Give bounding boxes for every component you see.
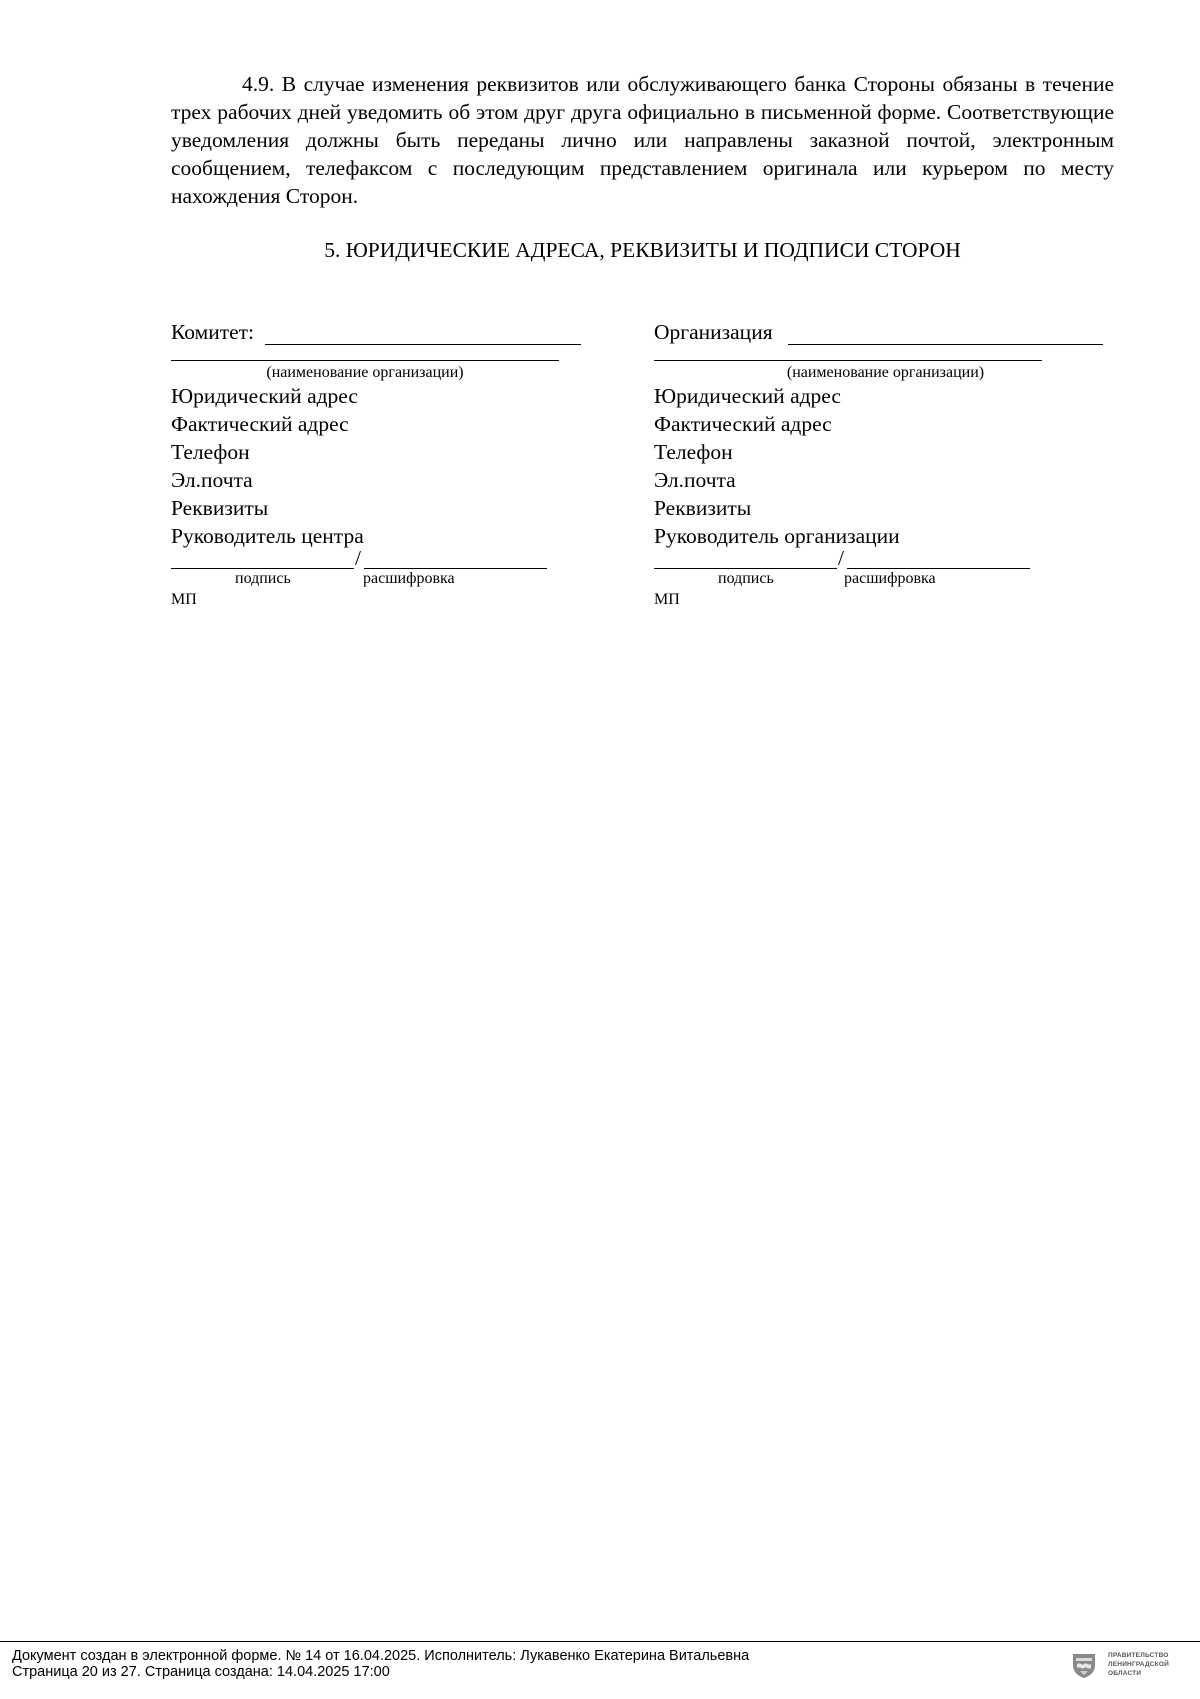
organization-field-phone: Телефон: [654, 440, 733, 464]
organization-signature-caption: подпись: [718, 570, 774, 587]
organization-head-row: [654, 318, 1114, 346]
coat-of-arms-icon: [1070, 1651, 1098, 1679]
committee-field-email: Эл.почта: [171, 468, 253, 492]
footer-line-document: Документ создан в электронной форме. № 14 от 16.04.2025. Исполнитель: Лукавенко Екатерина Витальевна: [12, 1648, 750, 1664]
brand-text: [1108, 1651, 1192, 1678]
section-title: 5. ЮРИДИЧЕСКИЕ АДРЕСА, РЕКВИЗИТЫ И ПОДПИСИ СТОРОН: [324, 238, 961, 262]
committee-field-actual-address: Фактический адрес: [171, 412, 349, 436]
committee-field-requisites: Реквизиты: [171, 496, 269, 520]
organization-field-legal-address: Юридический адрес: [654, 384, 841, 408]
committee-sign-slash: /: [355, 546, 361, 570]
organization-label-line: [788, 344, 1103, 345]
party-committee: [171, 318, 631, 610]
document-footer: [0, 1641, 1200, 1699]
committee-sign-captions: [171, 570, 631, 588]
committee-label: Комитет:: [171, 320, 255, 344]
organization-signature-line: [654, 568, 837, 569]
organization-decoding-line: [847, 568, 1030, 569]
brand-line-2: ЛЕНИНГРАДСКОЙ: [1108, 1661, 1169, 1668]
paragraph-4-9: 4.9. В случае изменения реквизитов или обслуживающего банка Стороны обязаны в течение трех рабочих дней уведомить об этом друг друга официально в письменной форме. Соответствующие уведомления должны быть переданы лично или направлены заказной почтой, электронным сообщением, телефаксом с последующим представлением оригинала или курьером по месту нахождения Сторон.: [171, 72, 1114, 208]
organization-field-email: Эл.почта: [654, 468, 736, 492]
organization-name-caption: (наименование организации): [786, 364, 985, 381]
committee-field-phone: Телефон: [171, 440, 250, 464]
committee-name-line: [171, 360, 559, 361]
committee-name-caption: (наименование организации): [266, 364, 464, 381]
committee-field-head: Руководитель центра: [171, 524, 364, 548]
footer-brand: [1070, 1650, 1195, 1682]
party-organization: [654, 318, 1114, 610]
brand-line-3: ОБЛАСТИ: [1108, 1670, 1142, 1677]
committee-stamp: МП: [171, 591, 197, 608]
organization-sign-captions: [654, 570, 1114, 588]
committee-decoding-caption: расшифровка: [363, 570, 455, 587]
committee-field-legal-address: Юридический адрес: [171, 384, 358, 408]
committee-label-line: [265, 344, 581, 345]
committee-head-row: [171, 318, 631, 346]
organization-field-head: Руководитель организации: [654, 524, 900, 548]
organization-label: Организация: [654, 320, 773, 344]
organization-name-line: [654, 360, 1042, 361]
organization-sign-row: [654, 546, 1114, 570]
brand-line-1: ПРАВИТЕЛЬСТВО: [1108, 1652, 1169, 1659]
committee-decoding-line: [364, 568, 547, 569]
organization-field-requisites: Реквизиты: [654, 496, 752, 520]
organization-sign-slash: /: [838, 546, 844, 570]
footer-text: [12, 1648, 749, 1680]
organization-stamp: МП: [654, 591, 680, 608]
footer-line-page: Страница 20 из 27. Страница создана: 14.04.2025 17:00: [12, 1664, 390, 1680]
committee-signature-line: [171, 568, 354, 569]
organization-decoding-caption: расшифровка: [844, 570, 936, 587]
committee-signature-caption: подпись: [235, 570, 291, 587]
committee-sign-row: [171, 546, 631, 570]
organization-field-actual-address: Фактический адрес: [654, 412, 832, 436]
